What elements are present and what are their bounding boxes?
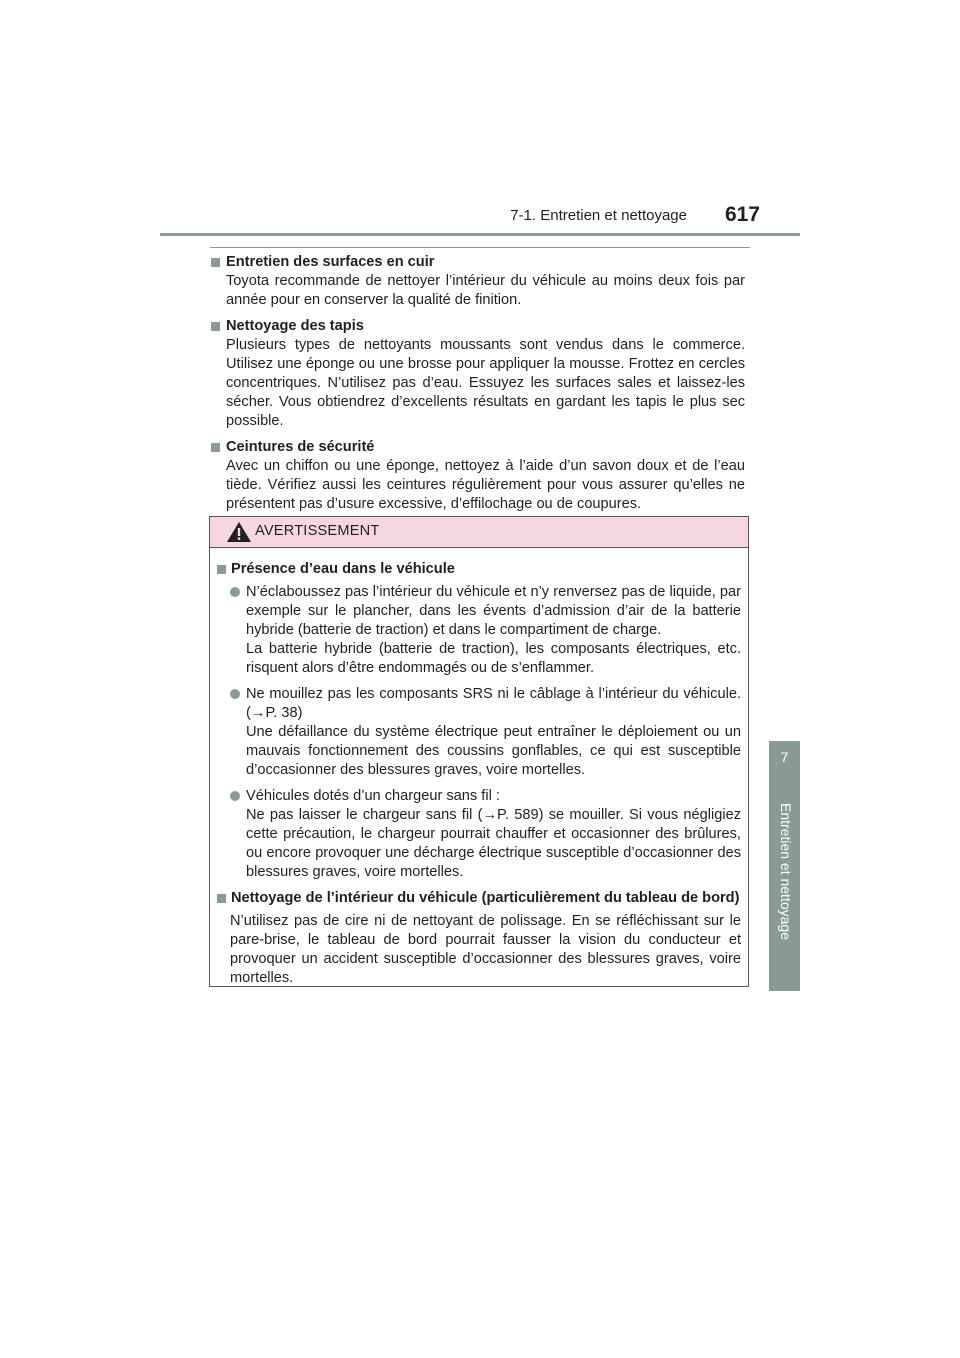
warning-header xyxy=(210,517,748,548)
round-bullet-icon xyxy=(230,791,240,801)
main-content xyxy=(210,253,745,521)
round-bullet-icon xyxy=(230,689,240,699)
chapter-number: 7 xyxy=(780,749,789,765)
square-bullet-icon xyxy=(211,322,220,331)
section-carpets xyxy=(210,317,745,431)
section-seatbelts xyxy=(210,438,745,514)
chapter-tab xyxy=(769,741,800,991)
header-divider xyxy=(160,233,800,236)
square-bullet-icon xyxy=(217,894,226,903)
round-bullet-icon xyxy=(230,587,240,597)
section-leather xyxy=(210,253,745,310)
warning-section-heading: Présence d’eau dans le véhicule xyxy=(231,561,455,577)
section-heading: Nettoyage des tapis xyxy=(226,318,364,334)
section-text: Plusieurs types de nettoyants moussants sont vendus dans le commerce. Utilisez une éponge ou une brosse pour appliquer la mousse. Frottez en cercles concentriques. N’utilisez pas d’eau. Essuyez les surfaces sales et laissez-les sécher. Vous obtiendrez d’excellents résultats en gardant les tapis le plus sec possible. xyxy=(226,337,745,429)
warning-bullet xyxy=(216,583,741,678)
warning-box xyxy=(209,516,749,987)
square-bullet-icon xyxy=(217,565,226,574)
section-text: Avec un chiffon ou une éponge, nettoyez à l’aide d’un savon doux et de l’eau tiède. Vérifiez aussi les ceintures régulièrement pour vous assurer qu’elles ne présentent pas d’usure excessive, d’effilochage ou de coupures. xyxy=(226,458,745,512)
bullet-text: Véhicules dotés d’un chargeur sans fil : xyxy=(246,788,500,804)
content-divider xyxy=(210,247,750,248)
section-text: Toyota recommande de nettoyer l’intérieur du véhicule au moins deux fois par année pour en conserver la qualité de finition. xyxy=(226,273,745,308)
square-bullet-icon xyxy=(211,443,220,452)
square-bullet-icon xyxy=(211,258,220,267)
warning-text: N’utilisez pas de cire ni de nettoyant de polissage. En se réfléchissant sur le pare-brise, le tableau de bord pourrait fausser la vision du conducteur et provoquer un accident susceptible d’occasionner des blessures graves, voire mortelles. xyxy=(230,913,741,986)
warning-section-heading: Nettoyage de l’intérieur du véhicule (particulièrement du tableau de bord) xyxy=(231,890,740,906)
section-heading: Entretien des surfaces en cuir xyxy=(226,254,435,270)
bullet-text: Ne pas laisser le chargeur sans fil (→P. 589) se mouiller. Si vous négligiez cette précaution, le chargeur pourrait chauffer et occasionner des brûlures, ou encore provoquer une décharge électrique susceptible d’occasionner des blessures graves, voire mortelles. xyxy=(246,807,741,880)
warning-triangle-icon xyxy=(226,521,252,543)
bullet-text: La batterie hybride (batterie de traction), les composants électriques, etc. risquent alors d’être endommagés ou de s’enflammer. xyxy=(246,641,741,676)
chapter-label: Entretien et nettoyage xyxy=(778,803,794,940)
bullet-text: N’éclaboussez pas l’intérieur du véhicule et n’y renversez pas de liquide, par exemple sur le plancher, dans les évents d’admission d’air de la batterie hybride (batterie de traction) et dans le compartiment de charge. xyxy=(246,584,741,638)
bullet-text: Ne mouillez pas les composants SRS ni le câblage à l’intérieur du véhicule. (→P. 38) xyxy=(246,686,741,721)
page-header xyxy=(160,203,800,235)
page-number: 617 xyxy=(724,203,760,226)
warning-bullet xyxy=(216,685,741,780)
warning-body xyxy=(210,548,748,988)
section-title: 7-1. Entretien et nettoyage xyxy=(510,207,687,224)
warning-title: AVERTISSEMENT xyxy=(255,523,380,539)
section-heading: Ceintures de sécurité xyxy=(226,439,375,455)
warning-bullet xyxy=(216,787,741,882)
bullet-text: Une défaillance du système électrique peut entraîner le déploiement ou un mauvais fonctionnement des coussins gonflables, ce qui est susceptible d’occasionner des blessures graves, voire mortelles. xyxy=(246,724,741,778)
